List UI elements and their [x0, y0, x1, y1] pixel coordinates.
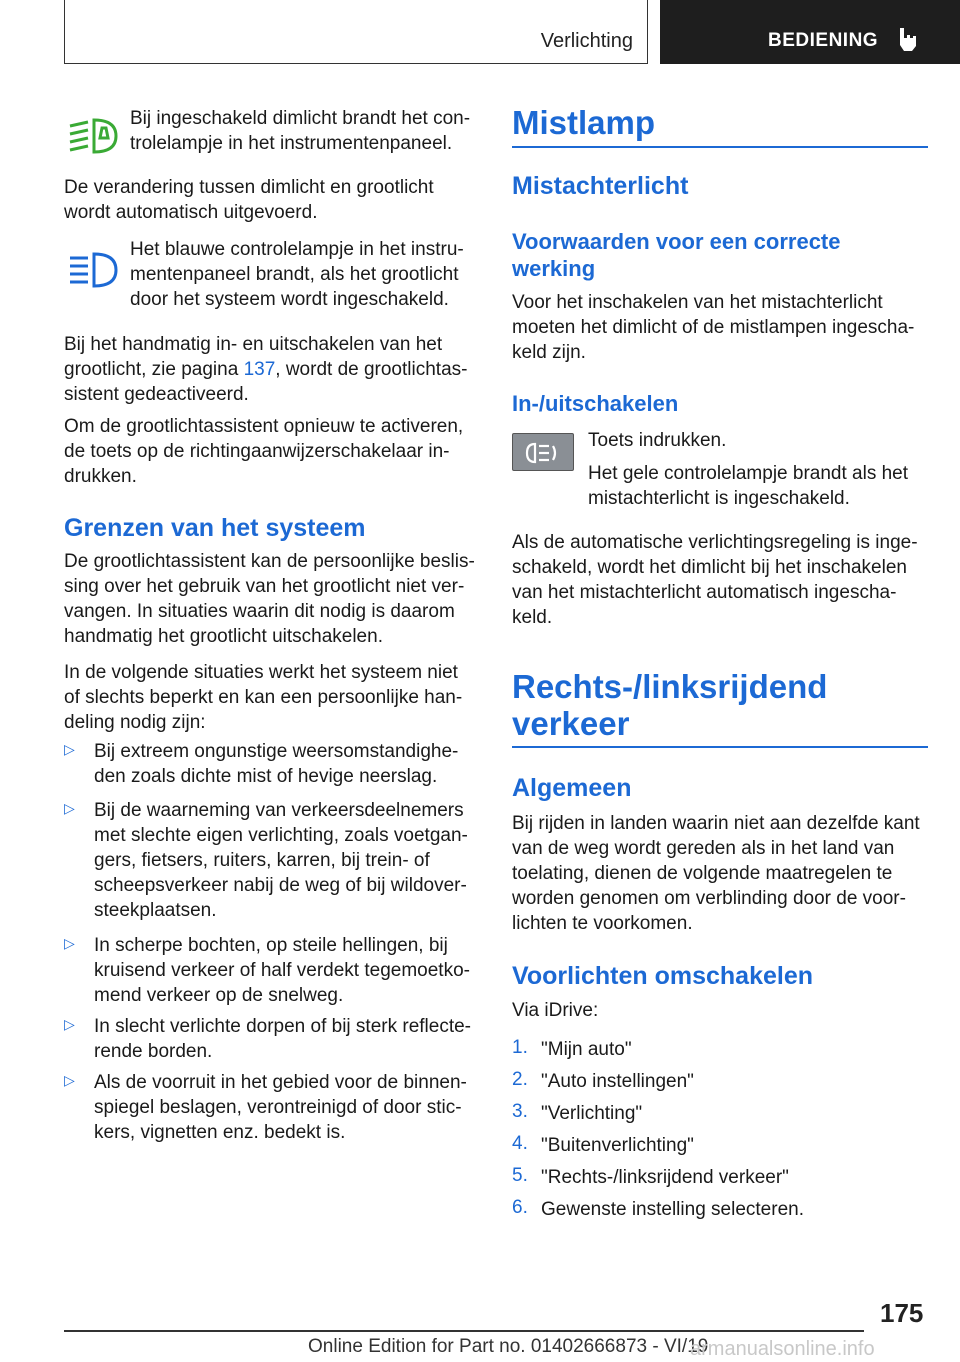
heading-rule	[512, 146, 928, 148]
heading-mistachterlicht: Mistachterlicht	[512, 172, 689, 200]
list-item: 6. Gewenste instelling selecteren.	[512, 1197, 804, 1220]
heading-algemeen: Algemeen	[512, 774, 632, 802]
green-headlight-indicator-icon	[68, 116, 118, 156]
list-item: 5. "Rechts-/linksrijdend verkeer"	[512, 1165, 789, 1188]
page-link[interactable]: 137	[243, 359, 276, 380]
list-item: 2. "Auto instellingen"	[512, 1069, 694, 1092]
heading-in-uitschakelen: In-/uitschakelen	[512, 391, 679, 416]
paragraph: Via iDrive:	[512, 1000, 599, 1021]
paragraph: Bij het handmatig in- en uitschakelen van het grootlicht, zie pagina 137, wordt de grootlichtas-sistent gedeactiveerd.	[64, 334, 468, 405]
header-title-box	[64, 0, 648, 64]
edition-text: Online Edition for Part no. 01402666873 - VI/19	[308, 1336, 709, 1357]
paragraph: In de volgende situaties werkt het systeem niet of slechts beperkt en kan een persoonlijke han-deling nodig zijn:	[64, 662, 463, 733]
rear-fog-light-button-icon	[512, 433, 574, 471]
heading-voorlichten: Voorlichten omschakelen	[512, 962, 814, 990]
paragraph: De grootlichtassistent kan de persoonlijke beslis-sing over het gebruik van het grootlicht niet ver-vangen. In situaties waarin dit nodig is daarom handmatig het grootlicht uitschakelen.	[64, 551, 475, 647]
section-title: BEDIENING	[768, 30, 879, 51]
paragraph: Het gele controlelampje brandt als het mistachterlicht is ingeschakeld.	[588, 463, 909, 509]
chapter-title: Verlichting	[540, 30, 633, 52]
heading-rule	[512, 746, 928, 748]
footer-rule	[64, 1330, 864, 1332]
paragraph: Bij rijden in landen waarin niet aan dezelfde kant van de weg wordt gereden als in het land van toelating, dienen de volgende maatregelen te worden genomen om verblinding door de voor-lichten te voorkomen.	[512, 813, 920, 934]
list-item: 3. "Verlichting"	[512, 1101, 643, 1124]
pointing-hand-icon	[896, 26, 918, 52]
heading-grenzen: Grenzen van het systeem	[64, 514, 366, 542]
list-item: 4. "Buitenverlichting"	[512, 1133, 694, 1156]
paragraph: Bij ingeschakeld dimlicht brandt het con-trolelampje in het instrumentenpaneel.	[130, 108, 471, 154]
blue-high-beam-indicator-icon	[68, 250, 118, 290]
paragraph: Om de grootlichtassistent opnieuw te activeren, de toets op de richtingaanwijzerschakelaar in-drukken.	[64, 416, 464, 487]
paragraph: Toets indrukken.	[588, 430, 727, 451]
heading-rechts-links: Rechts-/linksrijdend verkeer	[512, 668, 828, 742]
paragraph: Als de automatische verlichtingsregeling is inge-schakeld, wordt het dimlicht bij het inschakelen van het mistachterlicht automatisch ingescha-keld.	[512, 532, 918, 628]
paragraph: De verandering tussen dimlicht en grootlicht wordt automatisch uitgevoerd.	[64, 177, 434, 223]
paragraph: Het blauwe controlelampje in het instru-mentenpaneel brandt, als het grootlicht door het systeem wordt ingeschakeld.	[130, 239, 464, 310]
heading-voorwaarden: Voorwaarden voor een correcte werking	[512, 229, 841, 281]
watermark: armanualsonline.info	[690, 1338, 875, 1360]
list-item: 1. "Mijn auto"	[512, 1037, 632, 1060]
paragraph: Voor het inschakelen van het mistachterlicht moeten het dimlicht of de mistlampen ingescha-keld zijn.	[512, 292, 915, 363]
header-section-box	[660, 0, 960, 64]
heading-mistlamp: Mistlamp	[512, 104, 656, 141]
page-number: 175	[880, 1298, 924, 1328]
